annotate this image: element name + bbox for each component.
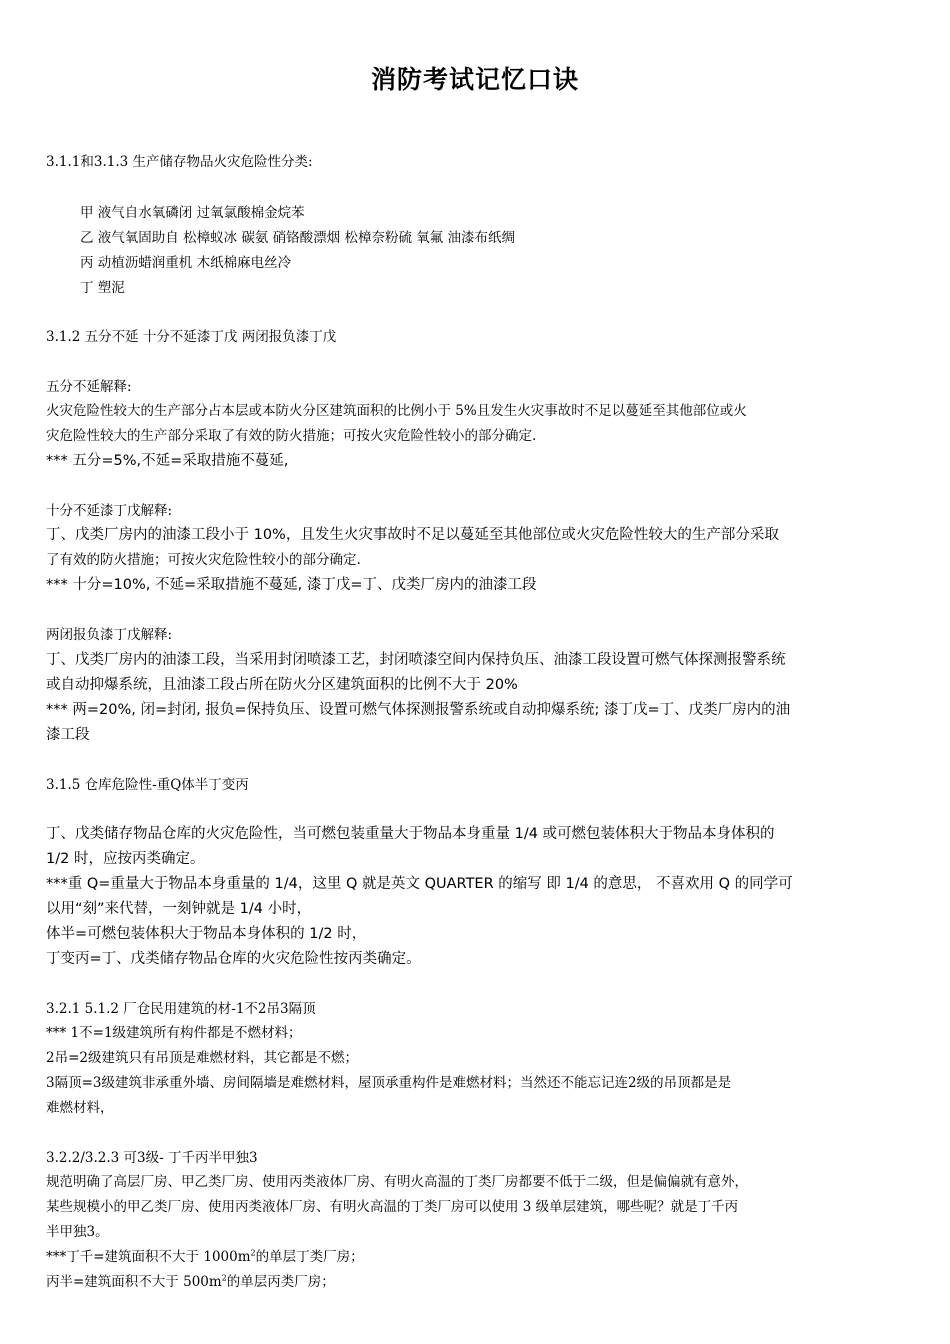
note-line	[46, 1272, 335, 1292]
section-heading: 3.1.1和3.1.3 生产储存物品火灾危险性分类:	[46, 154, 313, 170]
paragraph-line: 某些规模小的甲乙类厂房、使用丙类液体厂房、有明火高温的丁类厂房可以使用 3 级单层建筑，哪些呢？就是丁千丙	[46, 1199, 739, 1215]
paragraph-line: 丁、戊类储存物品仓库的火灾危险性，当可燃包装重量大于物品本身重量 1/4 或可燃包装体积大于物品本身体积的	[46, 826, 775, 842]
section-heading: 3.2.1 5.1.2 厂仓民用建筑的材-1不2吊3隔顶	[46, 1001, 316, 1017]
note-line: ***重 Q=重量大于物品本身重量的 1/4，这里 Q 就是英文 QUARTER 的缩写 即 1/4 的意思， 不喜欢用 Q 的同学可	[46, 876, 793, 892]
note-line: 3隔顶=3级建筑非承重外墙、房间隔墙是难燃材料，屋顶承重构件是难燃材料；当然还不能忘记连2级的吊顶都是是	[46, 1075, 732, 1091]
paragraph-line: 1/2 时，应按丙类确定。	[46, 851, 205, 867]
paragraph-line: 丁、戊类厂房内的油漆工段小于 10%，且发生火灾事故时不足以蔓延至其他部位或火灾危险性较大的生产部分采取	[46, 527, 779, 543]
note-text: 的单层丁类厂房；	[255, 1249, 364, 1265]
class-jia-line: 甲 液气自水氧磷闭 过氧氯酸棉金烷苯	[80, 205, 305, 221]
note-line: 以用“刻”来代替，一刻钟就是 1/4 小时，	[46, 901, 312, 917]
page-title: 消防考试记忆口诀	[370, 65, 579, 94]
note-text: 丙半=建筑面积不大于 500m	[46, 1274, 222, 1290]
paragraph-line: 半甲独3。	[46, 1224, 109, 1240]
note-line: 丁变丙=丁、戊类储存物品仓库的火灾危险性按丙类确定。	[46, 951, 421, 967]
note-line: 漆工段	[46, 727, 90, 743]
paragraph-heading: 五分不延解释:	[46, 379, 132, 395]
paragraph-line: 或自动抑爆系统，且油漆工段占所在防火分区建筑面积的比例不大于 20%	[46, 677, 518, 693]
note-line: *** 两=20%, 闭=封闭, 报负=保持负压、设置可燃气体探测报警系统或自动抑爆系统; 漆丁戊=丁、戊类厂房内的油	[46, 702, 791, 718]
note-line: 2吊=2级建筑只有吊顶是难燃材料，其它都是不燃；	[46, 1050, 358, 1066]
note-line: 体半=可燃包装体积大于物品本身体积的 1/2 时，	[46, 926, 367, 942]
section-heading: 3.2.2/3.2.3 可3级- 丁千丙半甲独3	[46, 1150, 258, 1166]
superscript: 2	[221, 1273, 227, 1283]
paragraph-line: 火灾危险性较大的生产部分占本层或本防火分区建筑面积的比例小于 5%且发生火灾事故时不足以蔓延至其他部位或火	[46, 403, 747, 419]
superscript: 2	[250, 1248, 256, 1258]
class-bing-line: 丙 动植沥蜡润重机 木纸棉麻电丝冷	[80, 255, 292, 271]
paragraph-heading: 两闭报负漆丁戊解释:	[46, 627, 173, 643]
note-line: *** 十分=10%, 不延=采取措施不蔓延, 漆丁戊=丁、戊类厂房内的油漆工段	[46, 577, 537, 593]
paragraph-line: 灾危险性较大的生产部分采取了有效的防火措施；可按火灾危险性较小的部分确定.	[46, 428, 537, 444]
section-heading: 3.1.2 五分不延 十分不延漆丁戊 两闭报负漆丁戊	[46, 329, 337, 345]
class-yi-line: 乙 液气氧固助自 松樟蚁冰 碳氨 硝铬酸漂烟 松樟奈粉硫 氧氟 油漆布纸绸	[80, 230, 516, 246]
note-line: 难燃材料，	[46, 1100, 114, 1116]
paragraph-heading: 十分不延漆丁戊解释:	[46, 503, 173, 519]
note-line: *** 1不=1级建筑所有构件都是不燃材料；	[46, 1025, 302, 1041]
paragraph-line: 规范明确了高层厂房、甲乙类厂房、使用丙类液体厂房、有明火高温的丁类厂房都要不低于二级，但是偏偏就有意外，	[46, 1174, 748, 1190]
class-ding-line: 丁 塑泥	[80, 280, 125, 296]
note-text: ***丁千=建筑面积不大于 1000m	[46, 1249, 251, 1265]
note-line	[46, 1247, 364, 1267]
note-text: 的单层丙类厂房；	[226, 1274, 335, 1290]
section-heading: 3.1.5 仓库危险性-重Q体半丁变丙	[46, 777, 249, 793]
note-line: *** 五分=5%,不延=采取措施不蔓延,	[46, 453, 289, 469]
paragraph-line: 丁、戊类厂房内的油漆工段，当采用封闭喷漆工艺，封闭喷漆空间内保持负压、油漆工段设置可燃气体探测报警系统	[46, 652, 786, 668]
paragraph-line: 了有效的防火措施；可按火灾危险性较小的部分确定.	[46, 552, 361, 568]
